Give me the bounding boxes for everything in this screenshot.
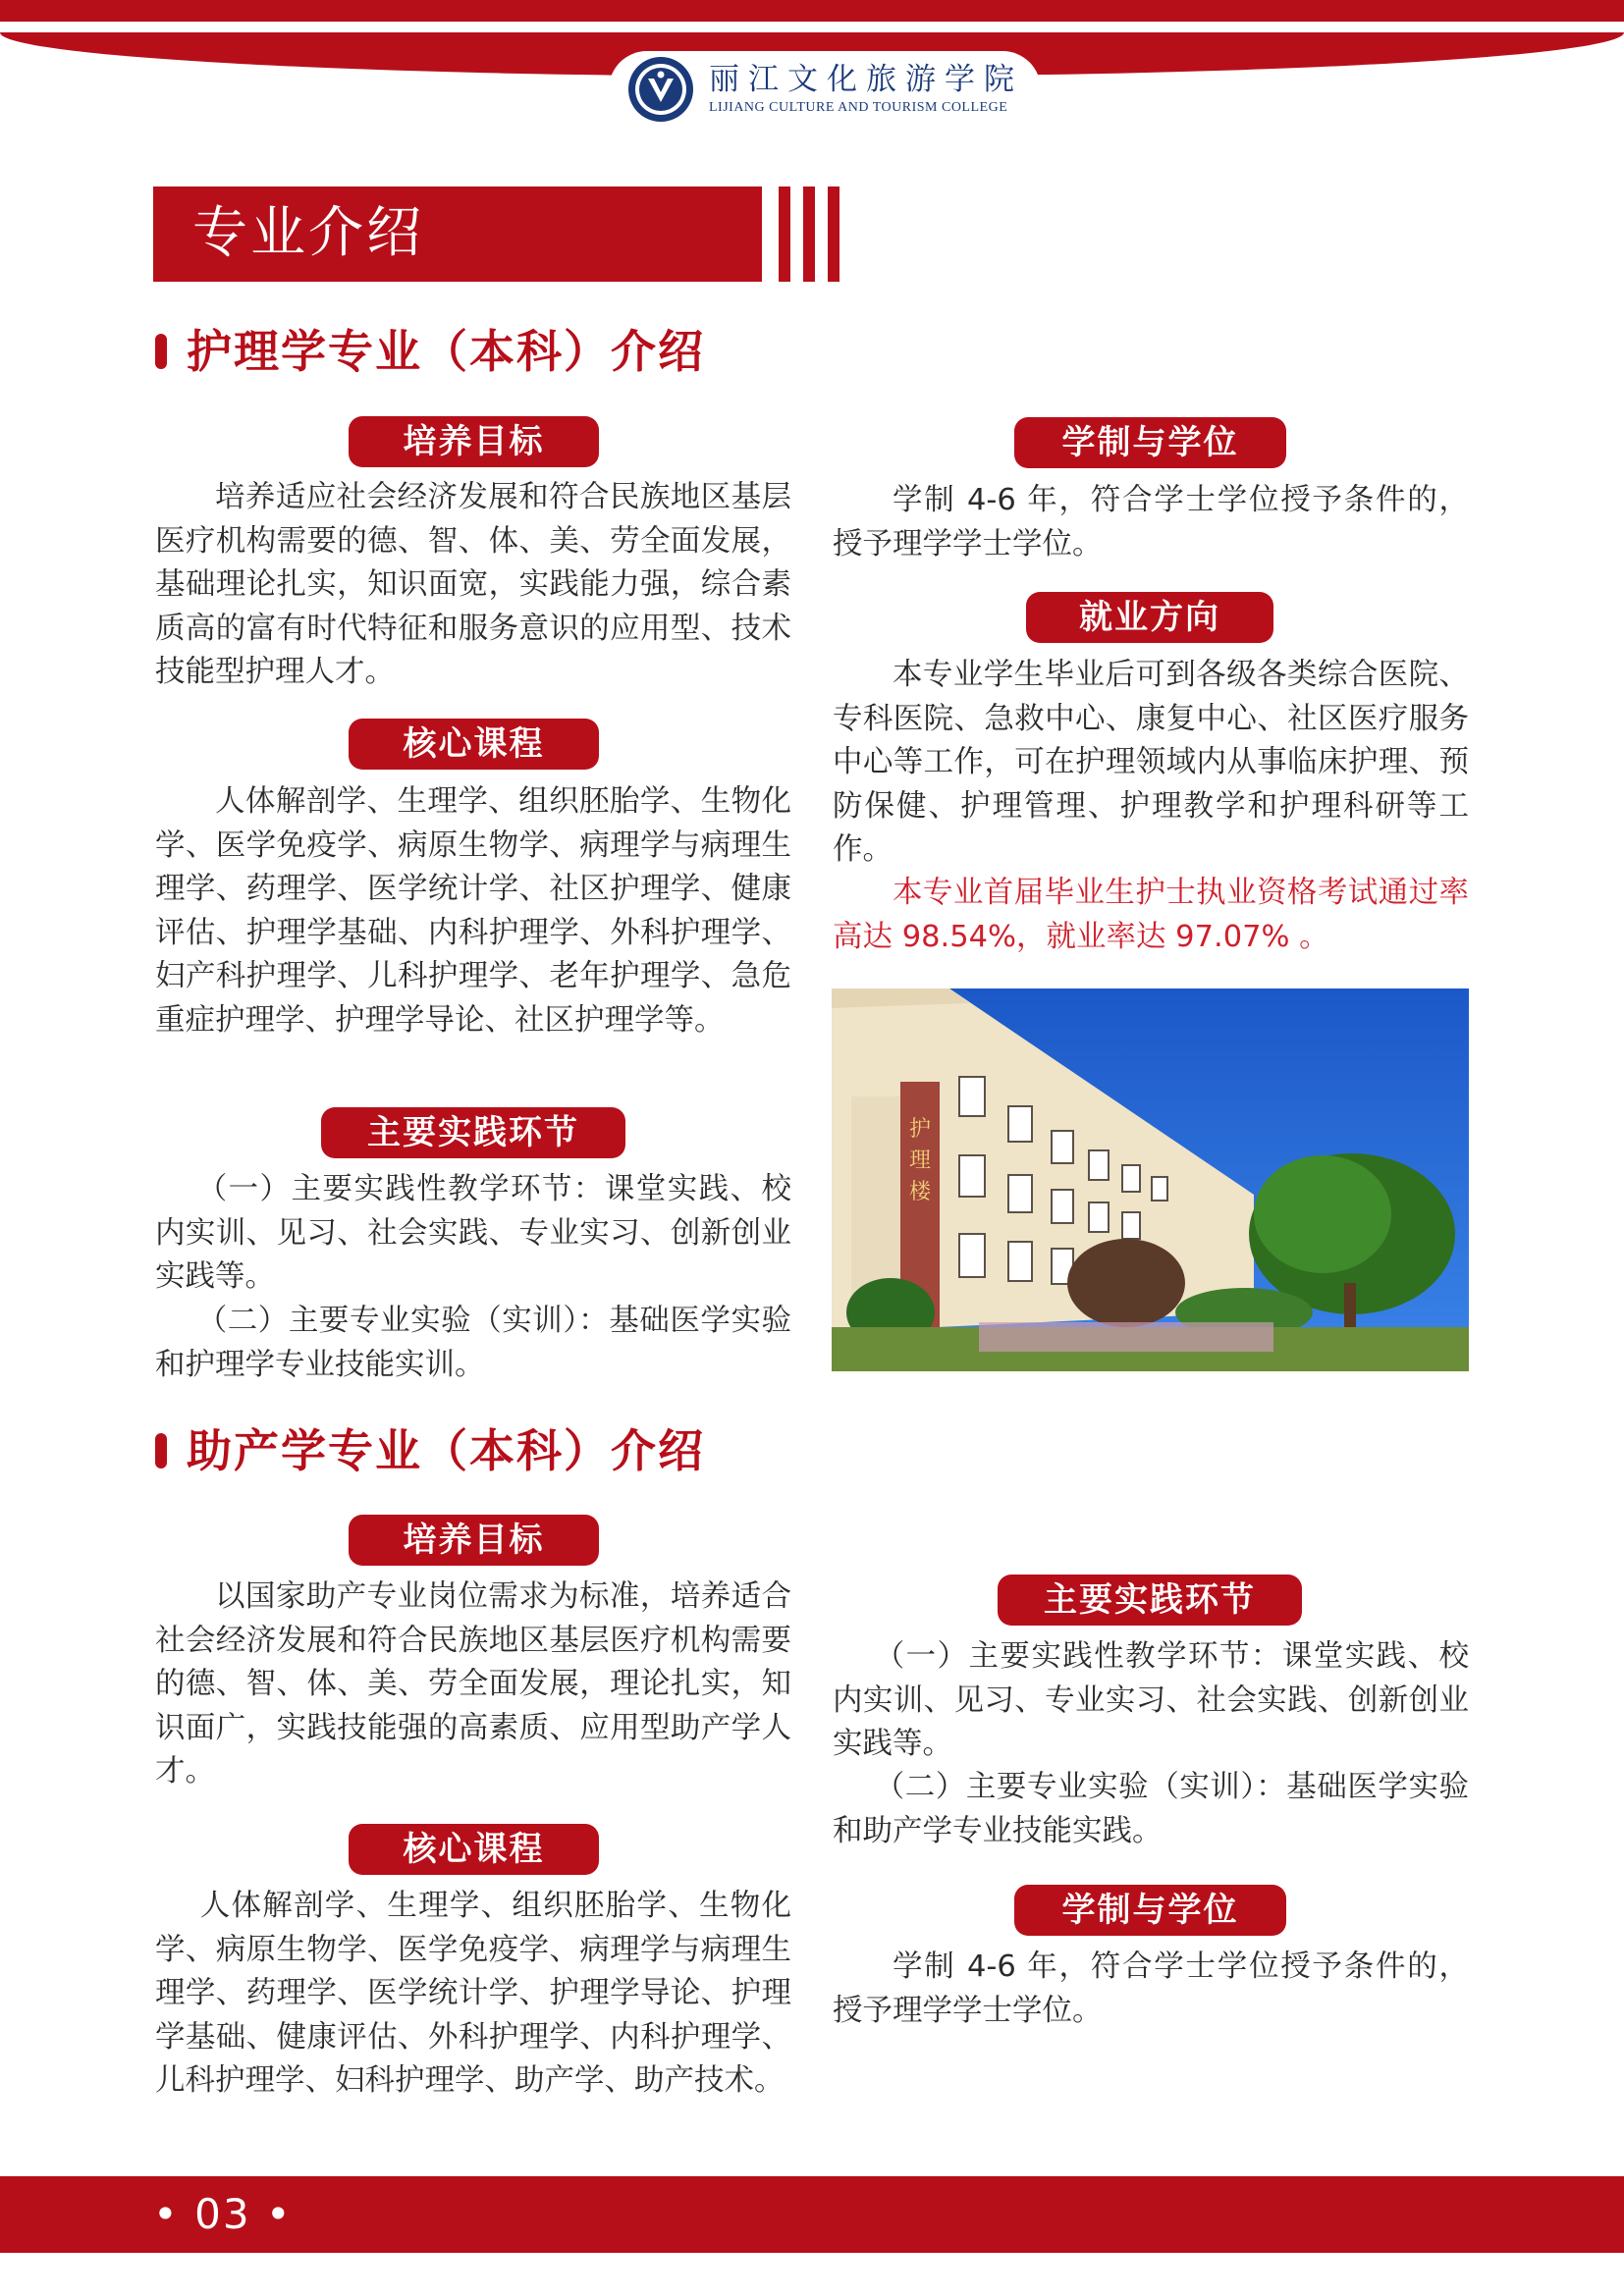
- label-nursing-degree: 学制与学位: [1014, 417, 1286, 468]
- nursing-building-photo: [832, 988, 1469, 1371]
- nursing-degree-text: 学制 4-6 年，符合学士学位授予条件的，授予理学学士学位。: [833, 483, 1469, 561]
- label-nursing-courses: 核心课程: [349, 719, 599, 770]
- label-midwifery-courses: 核心课程: [349, 1824, 599, 1875]
- header-decor-bar: [828, 187, 839, 282]
- college-logo: [609, 51, 1041, 128]
- college-name-en: LIJIANG CULTURE AND TOURISM COLLEGE: [709, 100, 1008, 115]
- label-nursing-practice: 主要实践环节: [321, 1107, 625, 1158]
- svg-text:楼: 楼: [908, 1180, 932, 1204]
- label-nursing-goal: 培养目标: [349, 416, 599, 467]
- label-nursing-career: 就业方向: [1026, 592, 1273, 643]
- svg-text:理: 理: [908, 1148, 932, 1173]
- label-midwifery-degree: 学制与学位: [1014, 1885, 1286, 1936]
- label-midwifery-goal: 培养目标: [349, 1515, 599, 1566]
- midwifery-practice-2: （二）主要专业实验（实训）：基础医学实验和助产学专业技能实践。: [833, 1770, 1469, 1848]
- nursing-highlight-text: 本专业首届毕业生护士执业资格考试通过率高达 98.54%，就业率达 97.07% 。: [833, 876, 1469, 954]
- svg-text:护: 护: [908, 1117, 932, 1142]
- top-band: [0, 0, 1624, 22]
- building-illustration: [832, 988, 1469, 1371]
- nursing-practice-1: （一）主要实践性教学环节：课堂实践、校内实训、见习、社会实践、专业实习、创新创业实践等。: [155, 1172, 791, 1294]
- midwifery-practice-1: （一）主要实践性教学环节：课堂实践、校内实训、见习、专业实习、社会实践、创新创业实践等。: [833, 1639, 1469, 1761]
- header-decor-bar: [779, 187, 790, 282]
- nursing-goal-text: 培养适应社会经济发展和符合民族地区基层医疗机构需要的德、智、体、美、劳全面发展，基础理论扎实，知识面宽，实践能力强，综合素质高的富有时代特征和服务意识的应用型、技术技能型护理人才。: [155, 480, 791, 689]
- nursing-courses-text: 人体解剖学、生理学、组织胚胎学、生物化学、医学免疫学、病原生物学、病理学与病理生理学、药理学、医学统计学、社区护理学、健康评估、护理学基础、内科护理学、外科护理学、妇产科护理学、儿科护理学、老年护理学、急危重症护理学、护理学导论、社区护理学等。: [155, 784, 791, 1038]
- page-number: • 03 •: [153, 2190, 293, 2238]
- nursing-career-text: 本专业学生毕业后可到各级各类综合医院、专科医院、急救中心、康复中心、社区医疗服务中心等工作，可在护理领域内从事临床护理、预防保健、护理管理、护理教学和护理科研等工作。: [833, 658, 1469, 867]
- section-title-nursing: 护理学专业（本科）介绍: [187, 325, 705, 378]
- nursing-practice-2: （二）主要专业实验（实训）：基础医学实验和护理学专业技能实训。: [155, 1304, 791, 1382]
- section-title-midwifery: 助产学专业（本科）介绍: [187, 1424, 705, 1477]
- college-emblem-icon: [626, 55, 695, 124]
- midwifery-courses-text: 人体解剖学、生理学、组织胚胎学、生物化学、病原生物学、医学免疫学、病理学与病理生理学、药理学、医学统计学、护理学导论、护理学基础、健康评估、外科护理学、内科护理学、儿科护理学、妇科护理学、助产学、助产技术。: [155, 1889, 791, 2098]
- page-title: 专业介绍: [192, 201, 424, 265]
- label-midwifery-practice: 主要实践环节: [998, 1575, 1302, 1626]
- section-marker: [155, 1433, 167, 1468]
- midwifery-degree-text: 学制 4-6 年，符合学士学位授予条件的，授予理学学士学位。: [833, 1949, 1469, 2028]
- college-name-cn: 丽江文化旅游学院: [709, 62, 1023, 97]
- midwifery-goal-text: 以国家助产专业岗位需求为标准，培养适合社会经济发展和符合民族地区基层医疗机构需要的德、智、体、美、劳全面发展，理论扎实，知识面广，实践技能强的高素质、应用型助产学人才。: [155, 1579, 791, 1789]
- header-decor-bar: [803, 187, 815, 282]
- building-sign: [909, 1117, 932, 1204]
- section-marker: [155, 334, 167, 369]
